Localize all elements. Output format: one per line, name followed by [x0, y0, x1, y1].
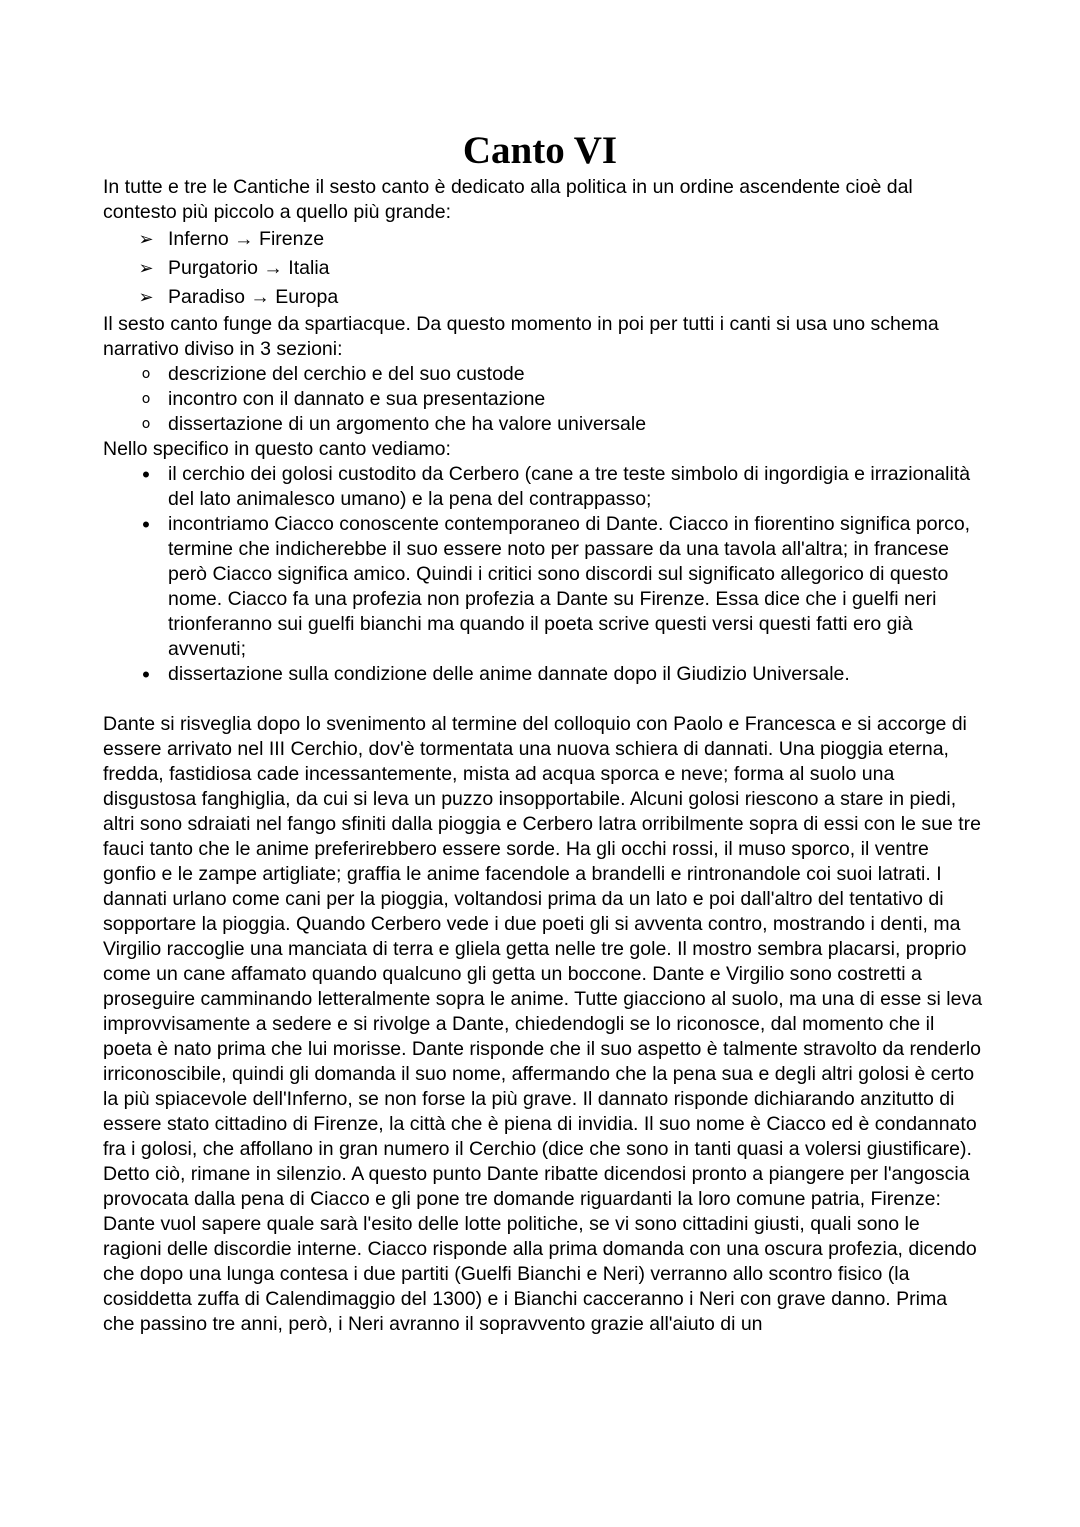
- paragraph-spacer: [103, 687, 983, 712]
- list-item-text: Purgatorio → Italia: [168, 257, 330, 279]
- list-item: [103, 362, 983, 387]
- dot-bullet-icon: •: [142, 462, 150, 487]
- list-item-text: dissertazione sulla condizione delle anime dannate dopo il Giudizio Universale.: [168, 663, 850, 685]
- list-item-text: incontro con il dannato e sua presentazione: [168, 388, 546, 410]
- list-item-text: incontriamo Ciacco conoscente contemporaneo di Dante. Ciacco in fiorentino significa porco, termine che indicherebbe il suo essere noto per passare da una tavola all'altra; in francese però Ciacco significa amico. Quindi i critici sono discordi sul significato allegorico di questo nome. Ciacco fa una profezia non profezia a Dante su Firenze. Essa dice che i guelfi neri trionferanno sui guelfi bianchi ma quando il poeta scrive questi versi questi fatti ero già avvenuti;: [168, 513, 971, 660]
- schema-list: [103, 362, 983, 437]
- list-item: [103, 462, 983, 512]
- document-body: [103, 175, 983, 1337]
- list-item: [103, 254, 983, 283]
- list-item-text: il cerchio dei golosi custodito da Cerbero (cane a tre teste simbolo di ingordigia e irrazionalità del lato animalesco umano) e la pena del contrappasso;: [168, 463, 971, 510]
- page-title: Canto VI: [462, 129, 618, 172]
- intro-paragraph: In tutte e tre le Cantiche il sesto canto è dedicato alla politica in un ordine ascendente cioè dal contesto più piccolo a quello più grande:: [103, 176, 913, 223]
- list-item: [103, 387, 983, 412]
- dot-bullet-icon: •: [142, 512, 150, 537]
- specific-intro-paragraph: Nello specifico in questo canto vediamo:: [103, 438, 451, 460]
- list-item-text: Paradiso → Europa: [168, 286, 339, 308]
- arrow-bullet-icon: ➢: [138, 258, 154, 278]
- list-item: [103, 412, 983, 437]
- arrow-bullet-icon: ➢: [138, 229, 154, 249]
- list-item: [103, 225, 983, 254]
- list-item: [103, 283, 983, 312]
- circle-bullet-icon: o: [141, 366, 151, 382]
- schema-intro-paragraph: Il sesto canto funge da spartiacque. Da questo momento in poi per tutti i canti si usa uno schema narrativo diviso in 3 sezioni:: [103, 313, 939, 360]
- dot-bullet-icon: •: [142, 662, 150, 687]
- body-paragraph: Dante si risveglia dopo lo svenimento al termine del colloquio con Paolo e Francesca e si accorge di essere arrivato nel III Cerchio, dov'è tormentata una nuova schiera di dannati. Una pioggia eterna, fredda, fastidiosa cade incessantemente, mista ad acqua sporca e neve; forma al suolo una disgustosa fanghiglia, da cui si leva un puzzo insopportabile. Alcuni golosi riescono a stare in piedi, altri sono sdraiati nel fango sfiniti dalla pioggia e Cerbero latra orribilmente sopra di essi con le sue tre fauci tanto che le anime preferirebbero essere sorde. Ha gli occhi rossi, il muso sporco, il ventre gonfio e le zampe artigliate; graffia le anime facendole a brandelli e rintronandole coi suoi latrati. I dannati urlano come cani per la pioggia, voltandosi prima da un lato e poi dall'altro del tentativo di sopportare la pioggia. Quando Cerbero vede i due poeti gli si avventa contro, mostrando i denti, ma Virgilio raccoglie una manciata di terra e gliela getta nelle tre gole. Il mostro sembra placarsi, proprio come un cane affamato quando qualcuno gli getta un boccone. Dante e Virgilio sono costretti a proseguire camminando letteralmente sopra le anime. Tutte giacciono al suolo, ma una di esse si leva improvvisamente a sedere e si rivolge a Dante, chiedendogli se lo riconosce, dal momento che il poeta è nato prima che lui morisse. Dante risponde che il suo aspetto è talmente stravolto da renderlo irriconoscibile, quindi gli domanda il suo nome, affermando che la pena sua e degli altri golosi è certo la più spiacevole dell'Inferno, se non forse la più grave. Il dannato risponde dichiarando anzitutto di essere stato cittadino di Firenze, la città che è piena di invidia. Il suo nome è Ciacco ed è condannato fra i golosi, che affollano in gran numero il Cerchio (dice che sono in tanti quasi a volersi giustificare). Detto ciò, rimane in silenzio. A questo punto Dante ribatte dicendosi pronto a piangere per l'angoscia provocata dalla pena di Ciacco e gli pone tre domande riguardanti la loro comune patria, Firenze: Dante vuol sapere quale sarà l'esito delle lotte politiche, se vi sono cittadini giusti, quali sono le ragioni delle discordie interne. Ciacco risponde alla prima domanda con una oscura profezia, dicendo che dopo una lunga contesa i due partiti (Guelfi Bianchi e Neri) verranno allo scontro fisico (la cosiddetta zuffa di Calendimaggio del 1300) e i Bianchi cacceranno i Neri con grave danno. Prima che passino tre anni, però, i Neri avranno il sopravvento grazie all'aiuto di un: [103, 713, 983, 1335]
- list-item-text: dissertazione di un argomento che ha valore universale: [168, 413, 647, 435]
- specific-list: [103, 462, 983, 687]
- list-item-text: descrizione del cerchio e del suo custode: [168, 363, 525, 385]
- list-item: [103, 512, 983, 662]
- list-item-text: Inferno → Firenze: [168, 228, 325, 250]
- circle-bullet-icon: o: [141, 391, 151, 407]
- circle-bullet-icon: o: [141, 416, 151, 432]
- cantiche-list: [103, 225, 983, 312]
- list-item: [103, 662, 983, 687]
- arrow-bullet-icon: ➢: [138, 287, 154, 307]
